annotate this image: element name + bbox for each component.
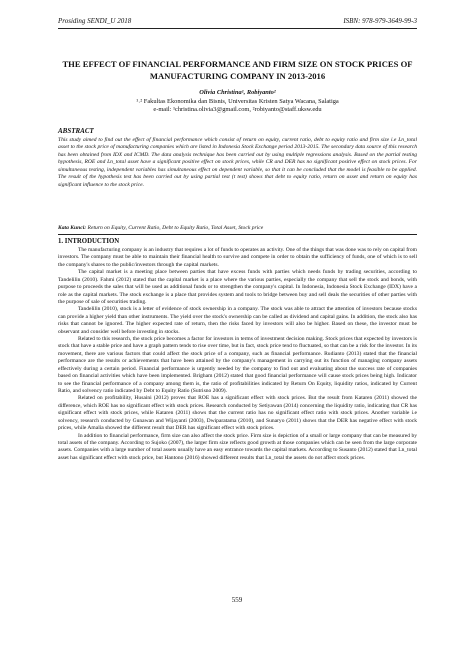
keywords-text: Return on Equity, Current Ratio, Debt to Equity Ratio, Total Asset, Stock price: [87, 225, 264, 231]
section-heading: 1. INTRODUCTION: [58, 238, 120, 245]
body-paragraph: The manufacturing company is an industry that requires a lot of funds to operates an activity. One of the things that was done was to rely on capital from investors. The company must be able to maintain their financial health to survive and compete in order to obtain the sufficiency of funds, one of which is to sell the company's shares to the public/investors through the capital markets.: [58, 247, 417, 268]
body-text: [58, 247, 417, 462]
page-number: 559: [231, 596, 243, 604]
paper-title: THE EFFECT OF FINANCIAL PERFORMANCE AND FIRM SIZE ON STOCK PRICES OF MANUFACTURING COMPANY IN 2013-2016: [62, 59, 413, 81]
keywords-rule: [58, 234, 417, 235]
keywords-line: [58, 225, 417, 231]
running-header-right: ISBN: 978-979-3649-99-3: [343, 17, 417, 25]
author-block: [58, 89, 417, 115]
abstract-text: This study aimed to find out the effect of financial performance which consist of return on equity, current ratio, debt to equity ratio and firm size i.e Ln_total asset to the stock price of manufacturing companies which are listed in Indonesia Stock Exchange period 2013-2015. The secondary data source of this research has been obtained from IDX and ICMD. The data analysis technique has been carried out by using multiple regressions analysis. Based on the partial testing hypothesis, ROE and Ln_total asset have a significant positive effect on stock prices, while CR and DER has no significant positive effect on stock prices. For simultaneous testing, independent variables has simultaneous effect on dependent variable, so that it can be concluded that the model is feasible to be applied. The result of the hypothesis test has been carried out by using partial test (t test) shows that debt to equity ratio, return on asset and return on equity has significant influence to the stock price.: [58, 137, 417, 188]
body-paragraph: Related to this research, the stock price becomes a factor for investors in terms of investment decision making. Stock prices that expected by investors is stock that have a stable price and have a graph pattern tends to rise over time, but in fact, stock price tend to fluctuated, so that can be a risk for the investor. In its movement, there are various factors that could affect the stock price of a company, such as financial performance. Rudianto (2013) stated that the financial performance are the results or achievements that have been attained by the company's management in carrying out its function of managing company assets effectively during a certain period. Financial performance is urgently needed by the company to find out and evaluating about the success rate of companies based on financial activities which have been implemented. Brigham (2012) stated that good financial performance will cause stock prices being high. Indicator to see the financial performance of a company among them is, the ratio of profitabilities indicated by Return On Equity, liquidity ratios, indicated by Current Ratio, and solvency ratio indicated by Debt to Equity Ratio (Sutrisno 2009).: [58, 336, 417, 395]
author-affiliation: ¹˒² Fakultas Ekonomika dan Bisnis, Universitas Kristen Satya Wacana, Salatiga: [136, 97, 339, 105]
abstract-heading: ABSTRACT: [58, 127, 94, 135]
body-paragraph: In addition to financial performance, firm size can also affect the stock price. Firm size is depiction of a small or large company that can be measured by total assets of the company. According to Sujoko (2007), the larger firm size reflects good growth at those companies which can be seen from the large corporate assets. Companies with a large number of total assets usually have an easy entrance towards the capital markets. According to Susanto (2012) stated that Ln_total asset has significant effect with stock price, but Hantono (2016) showed different results that Ln_total the assets do not affect stock prices.: [58, 432, 417, 461]
body-paragraph: Tandelilin (2010), stock is a letter of evidence of stock ownership in a company. The stock was able to attract the attention of investors because stocks can provide a higher yield than other instruments. The yield over the stock's ownership can be called as dividend and capital gains. In addition, the stock also has risks that cannot be ignored. The higher expected rate of return, then the risks faced by investors will also be higher. Based on these, the investor must be observant and consider well before investing in stocks.: [58, 306, 417, 335]
author-names: Olivia Christina¹, Robiyanto²: [199, 89, 276, 96]
body-paragraph: Related on profitability, Husaini (2012) proves that ROE has a significant effect with stock prices. But the result from Kataren (2011) showed the difference, which ROE has no significant effect with stock prices. Research conducted by Setiyawan (2014) concerning the liquidity ratio, indicating that CR has significant effect with stock prices, while Kataren (2011) shows that the current ratio has no significant effect ratio with stock prices. Another variable i.e solvency, research conducted by Gunawan and Wijayanti (2003), Dwiparatama (2010), and Sunaryo (2011) shows that the DER has negative effect with stock prices, while Amalia showed the different result that DER has significant effect with stock prices.: [58, 395, 417, 432]
body-paragraph: The capital market is a meeting place between parties that have excess funds with parties which needs funds by trading securities, according to Tandelilin (2010). Fahmi (2012) stated that the capital market is a place where the various parties, especially the company that sell the stock and bonds, with purpose to proceeds the sales that will be used as additional funds or to strengthen the company's capital. In Indonesia, Indonesia Stock Exchange (IDX) have a role as the capital markets. The stock exchange is a place that provides system and tools to bridge between buy and sell deals the securities of other parties with the purpose of sale of securities trading.: [58, 269, 417, 305]
author-email: e-mail: ¹christina.olivia3@gmail.com, ²robiyanto@staff.uksw.edu: [153, 106, 322, 114]
keywords-label: Kata Kunci:: [58, 225, 87, 231]
running-header-left: Prosiding SENDI_U 2018: [58, 17, 132, 25]
header-rule: [58, 28, 417, 29]
